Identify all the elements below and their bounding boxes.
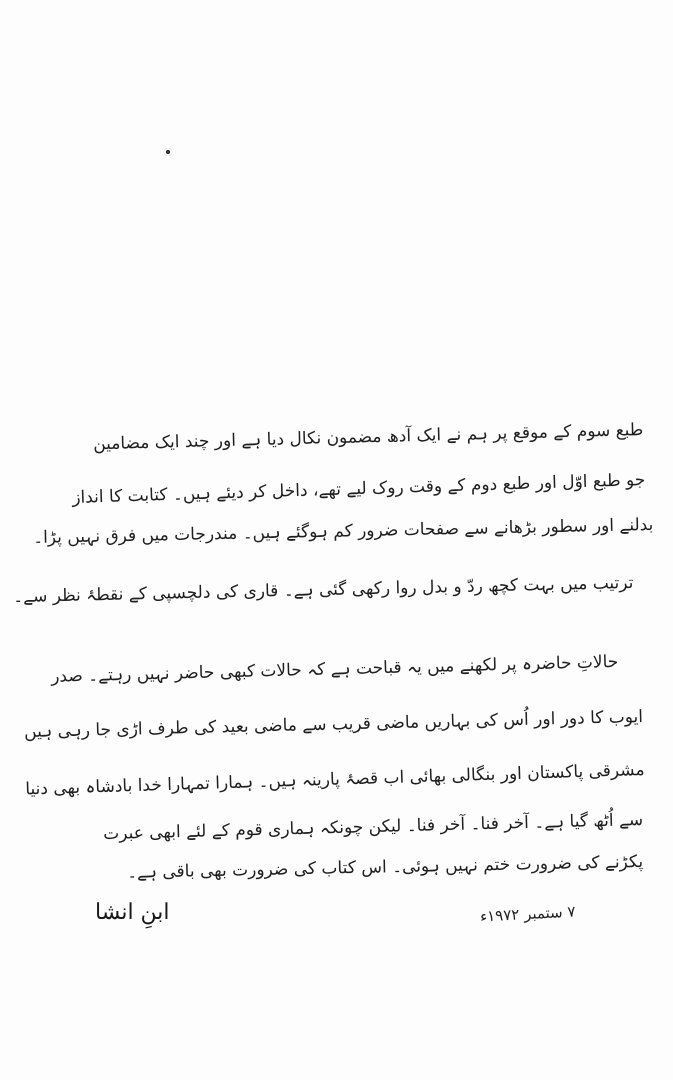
- date: ۷ ستمبر ۱۹۷۲ء: [479, 902, 576, 926]
- paragraph-2-line-2: ایوب کا دور اور اُس کی بہاریں ماضی قریب سے ماضی بعید کی طرف اڑی جا رہی ہیں: [23, 707, 644, 743]
- paragraph-1-line-3: بدلنے اور سطور بڑھانے سے صفحات ضرور کم ہوگئے ہیں۔ مندرجات میں فرق نہیں پڑا۔: [32, 515, 654, 548]
- paragraph-1-line-1: طبع سوم کے موقع پر ہم نے ایک آدھ مضمون نکال دیا ہے اور چند ایک مضامین: [92, 420, 644, 455]
- paragraph-1-line-2: جو طبع اوّل اور طبع دوم کے وقت روک لیے تھے، داخل کر دیئے ہیں۔ کتابت کا انداز: [71, 470, 646, 509]
- paragraph-2-line-5: پکڑنے کی ضرورت ختم نہیں ہوئی۔ اس کتاب کی ضرورت بھی باقی ہے۔: [126, 852, 644, 883]
- paragraph-1-line-4: ترتیب میں بہت کچھ ردّ و بدل روا رکھی گئی ہے۔ قاری کی دلچسپی کے نقطۂ نظر سے۔: [12, 573, 634, 608]
- ink-dot: [166, 150, 170, 154]
- paragraph-2-line-1: حالاتِ حاضرہ پر لکھنے میں یہ قباحت ہے کہ حالات کبھی حاضر نہیں رہتے۔ صدر: [50, 652, 619, 687]
- author-signature: ابنِ انشا: [95, 900, 170, 925]
- paragraph-2-line-3: مشرقی پاکستان اور بنگالی بھائی اب قصۂ پارینہ ہیں۔ ہمارا تمہارا خدا بادشاہ بھی دنیا: [25, 760, 646, 800]
- paragraph-2-line-4: سے اُٹھ گیا ہے۔ آخر فنا۔ آخر فنا۔ لیکن چونکہ ہماری قوم کے لئے ابھی عبرت: [102, 810, 644, 845]
